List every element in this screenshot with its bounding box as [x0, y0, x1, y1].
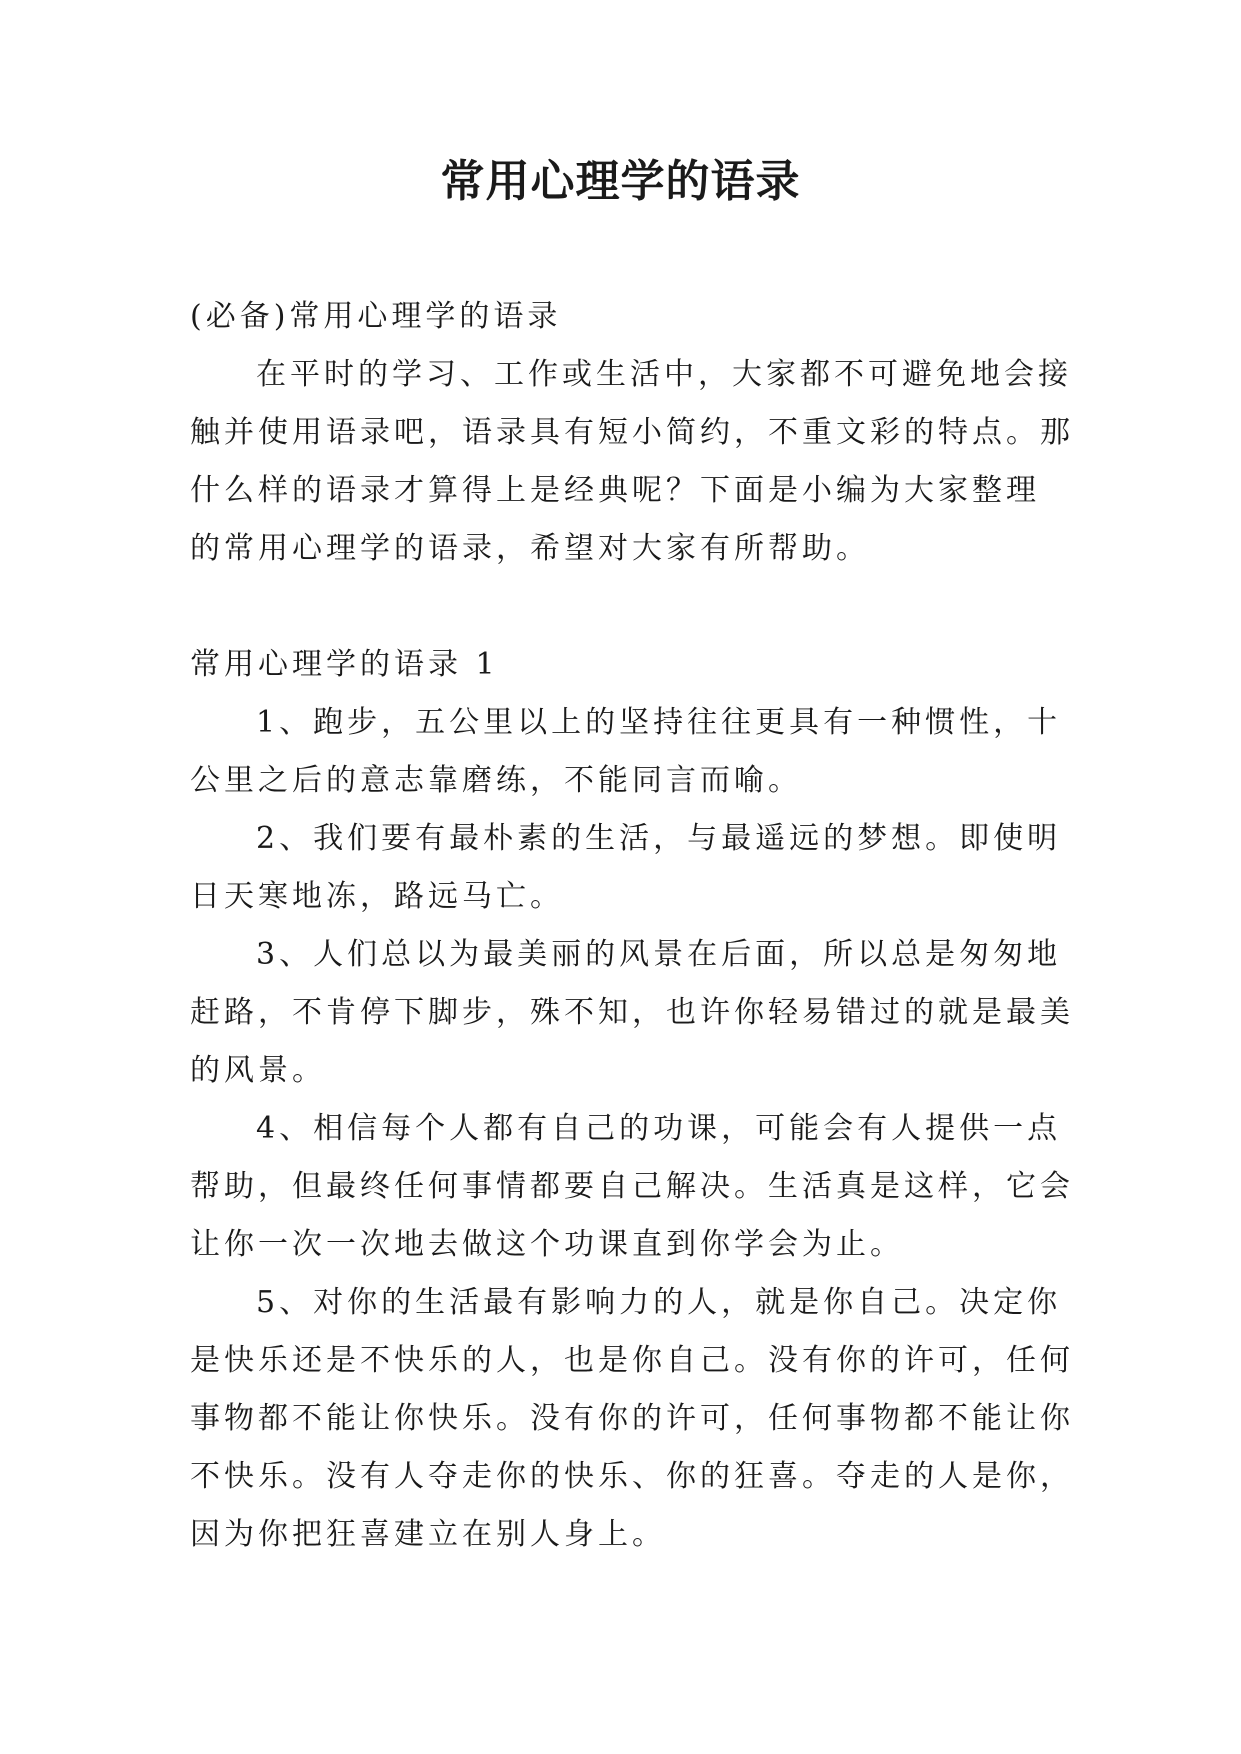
intro-line: 触并使用语录吧，语录具有短小简约，不重文彩的特点。那	[190, 415, 1074, 450]
section-spacer	[190, 578, 1060, 636]
quote-line: 日天寒地冻，路远马亡。	[190, 879, 564, 914]
quote-line: 3、人们总以为最美丽的风景在后面，所以总是匆匆地	[256, 937, 1062, 972]
quote-item-1	[190, 694, 1060, 810]
quote-line: 赶路，不肯停下脚步，殊不知，也许你轻易错过的就是最美	[190, 995, 1074, 1030]
quote-line: 事物都不能让你快乐。没有你的许可，任何事物都不能让你	[190, 1401, 1074, 1436]
section-heading: 常用心理学的语录 1	[190, 647, 499, 682]
document-body	[190, 288, 1074, 1564]
quote-line: 公里之后的意志靠磨练，不能同言而喻。	[190, 763, 802, 798]
quote-line: 不快乐。没有人夺走你的快乐、你的狂喜。夺走的人是你，	[190, 1459, 1074, 1494]
page-title: 常用心理学的语录	[440, 156, 801, 207]
quote-line: 的风景。	[190, 1053, 326, 1088]
quote-item-5	[190, 1274, 1074, 1564]
intro-line: 在平时的学习、工作或生活中，大家都不可避免地会接	[256, 357, 1072, 392]
quote-line: 是快乐还是不快乐的人，也是你自己。没有你的许可，任何	[190, 1343, 1074, 1378]
quote-line: 帮助，但最终任何事情都要自己解决。生活真是这样，它会	[190, 1169, 1074, 1204]
quote-item-2	[190, 810, 1060, 926]
intro-line: 什么样的语录才算得上是经典呢？下面是小编为大家整理	[190, 473, 1040, 508]
quote-line: 5、对你的生活最有影响力的人，就是你自己。决定你	[256, 1285, 1062, 1320]
quote-item-3	[190, 926, 1074, 1100]
quote-line: 因为你把狂喜建立在别人身上。	[190, 1517, 666, 1552]
quote-line: 2、我们要有最朴素的生活，与最遥远的梦想。即使明	[256, 821, 1062, 856]
quote-line: 让你一次一次地去做这个功课直到你学会为止。	[190, 1227, 904, 1262]
quote-line: 1、跑步，五公里以上的坚持往往更具有一种惯性，十	[256, 705, 1062, 740]
quote-item-4	[190, 1100, 1074, 1274]
intro-line: 的常用心理学的语录，希望对大家有所帮助。	[190, 531, 870, 566]
subtitle: (必备)常用心理学的语录	[190, 299, 562, 334]
intro-paragraph	[190, 346, 1074, 578]
quote-line: 4、相信每个人都有自己的功课，可能会有人提供一点	[256, 1111, 1062, 1146]
